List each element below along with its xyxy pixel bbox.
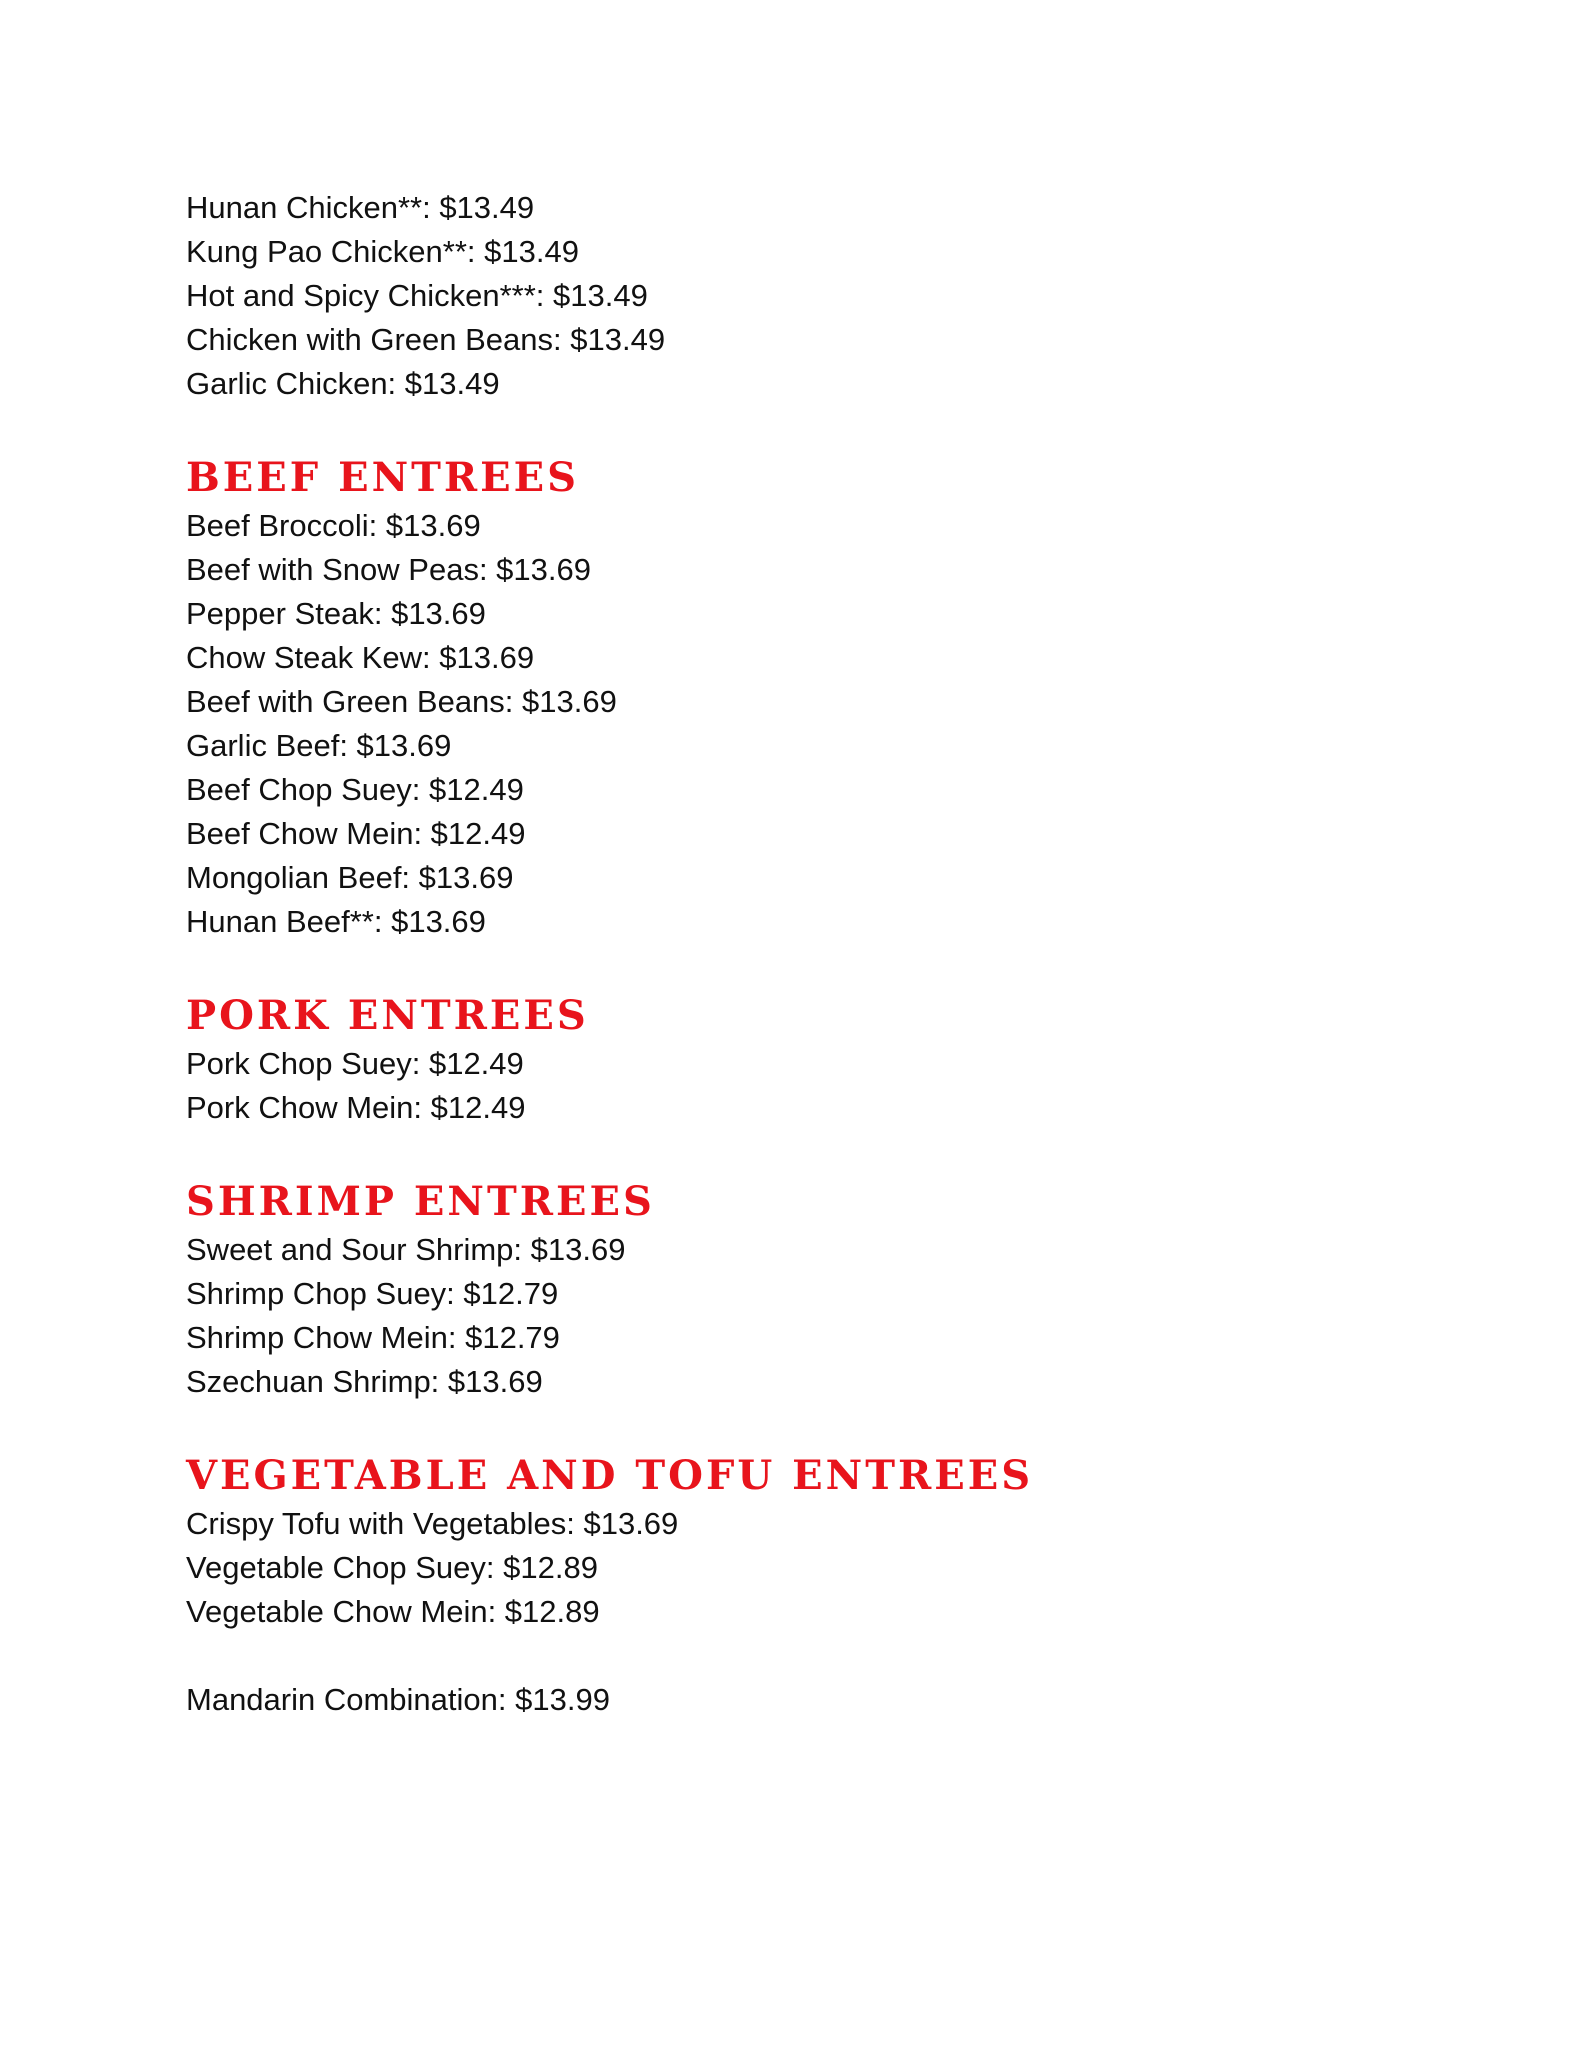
shrimp-section [186, 1176, 1386, 1404]
menu-item: Beef Chop Suey: $12.49 [186, 772, 524, 807]
menu-item: Pork Chow Mein: $12.49 [186, 1090, 526, 1125]
vegetable-section [186, 1450, 1386, 1634]
menu-item: Vegetable Chow Mein: $12.89 [186, 1594, 600, 1629]
menu-item: Pork Chop Suey: $12.49 [186, 1046, 524, 1081]
combination-section [186, 1678, 1386, 1722]
section-heading-pork: PORK ENTREES [186, 992, 589, 1039]
menu-item: Kung Pao Chicken**: $13.49 [186, 234, 579, 269]
menu-item: Crispy Tofu with Vegetables: $13.69 [186, 1506, 679, 1541]
beef-section [186, 452, 1386, 944]
menu-item: Garlic Chicken: $13.49 [186, 366, 500, 401]
pork-section [186, 990, 1386, 1130]
menu-item: Hunan Beef**: $13.69 [186, 904, 486, 939]
menu-item: Beef with Green Beans: $13.69 [186, 684, 617, 719]
section-heading-shrimp: SHRIMP ENTREES [186, 1178, 655, 1225]
section-heading-beef: BEEF ENTREES [186, 454, 580, 501]
menu-content [186, 186, 1386, 1722]
menu-item: Vegetable Chop Suey: $12.89 [186, 1550, 598, 1585]
menu-item: Beef Chow Mein: $12.49 [186, 816, 526, 851]
menu-item: Szechuan Shrimp: $13.69 [186, 1364, 543, 1399]
menu-item: Beef Broccoli: $13.69 [186, 508, 481, 543]
chicken-section [186, 186, 1386, 406]
menu-item: Sweet and Sour Shrimp: $13.69 [186, 1232, 626, 1267]
menu-item: Pepper Steak: $13.69 [186, 596, 486, 631]
menu-item: Chow Steak Kew: $13.69 [186, 640, 535, 675]
menu-item-combination: Mandarin Combination: $13.99 [186, 1682, 610, 1717]
menu-item: Hunan Chicken**: $13.49 [186, 190, 535, 225]
menu-item: Shrimp Chop Suey: $12.79 [186, 1276, 559, 1311]
menu-item: Garlic Beef: $13.69 [186, 728, 452, 763]
section-heading-vegetable: VEGETABLE AND TOFU ENTREES [186, 1452, 1034, 1499]
menu-item: Chicken with Green Beans: $13.49 [186, 322, 666, 357]
menu-item: Hot and Spicy Chicken***: $13.49 [186, 278, 648, 313]
menu-item: Mongolian Beef: $13.69 [186, 860, 514, 895]
menu-item: Beef with Snow Peas: $13.69 [186, 552, 591, 587]
menu-item: Shrimp Chow Mein: $12.79 [186, 1320, 560, 1355]
